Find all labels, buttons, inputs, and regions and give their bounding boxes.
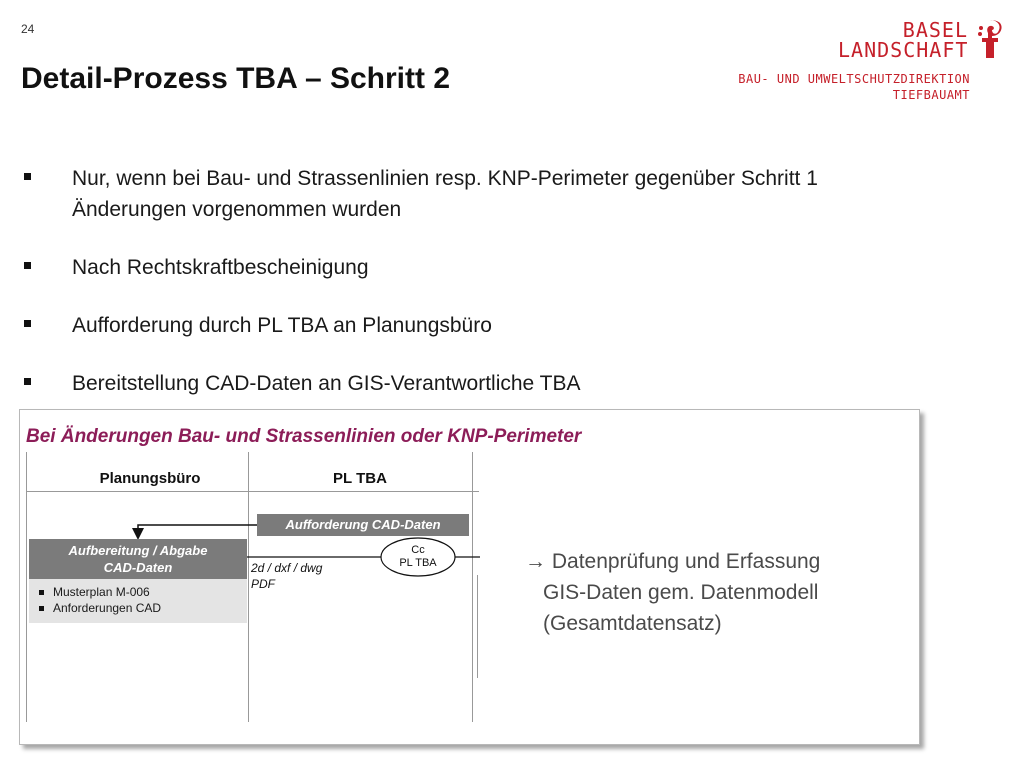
- basel-landschaft-logo: [838, 18, 1008, 62]
- bullet-list: [20, 163, 900, 426]
- bullet-item: Nur, wenn bei Bau- und Strassenlinien resp. KNP-Perimeter gegenüber Schritt 1 Änderungen vorgenommen wurden: [20, 163, 900, 225]
- logo-line-2: LANDSCHAFT: [838, 38, 969, 62]
- bishop-staff-icon: [976, 18, 1004, 62]
- logo-line-1: BASEL: [902, 18, 968, 42]
- department-name: BAU- UND UMWELTSCHUTZDIREKTION: [738, 72, 970, 86]
- square-bullet-icon: [24, 378, 31, 385]
- requirement-item: Anforderungen CAD: [39, 600, 247, 616]
- arrow-right-icon: →: [525, 550, 546, 573]
- requirements-box: [29, 579, 247, 623]
- result-text: → Datenprüfung und Erfassung GIS-Daten gem. Datenmodell (Gesamtdatensatz): [525, 550, 821, 635]
- square-bullet-icon: [24, 262, 31, 269]
- square-bullet-icon: [39, 606, 44, 611]
- data-formats: 2d / dxf / dwg PDF: [251, 561, 323, 591]
- bullet-item: Bereitstellung CAD-Daten an GIS-Verantwortliche TBA: [20, 368, 900, 399]
- square-bullet-icon: [39, 590, 44, 595]
- process-diagram: [19, 409, 920, 745]
- diagram-title: Bei Änderungen Bau- und Strassenlinien oder KNP-Perimeter: [26, 426, 582, 447]
- office-name: TIEFBAUAMT: [892, 88, 970, 102]
- cc-label: Cc PL TBA: [399, 544, 437, 569]
- page-number: 24: [21, 22, 35, 36]
- page-title: Detail-Prozess TBA – Schritt 2: [21, 62, 451, 95]
- requirement-item: Musterplan M-006: [39, 584, 247, 600]
- lane-header-planungsbuero: Planungsbüro: [99, 470, 201, 487]
- square-bullet-icon: [24, 320, 31, 327]
- bullet-item: Nach Rechtskraftbescheinigung: [20, 252, 900, 283]
- square-bullet-icon: [24, 173, 31, 180]
- task-aufforderung-cad-daten: Aufforderung CAD-Daten: [257, 514, 469, 536]
- bullet-item: Aufforderung durch PL TBA an Planungsbüro: [20, 310, 900, 341]
- lane-header-pl-tba: PL TBA: [333, 470, 387, 487]
- task-aufbereitung-abgabe: Aufbereitung / Abgabe CAD-Daten: [29, 539, 247, 579]
- request-arrow: [138, 525, 257, 534]
